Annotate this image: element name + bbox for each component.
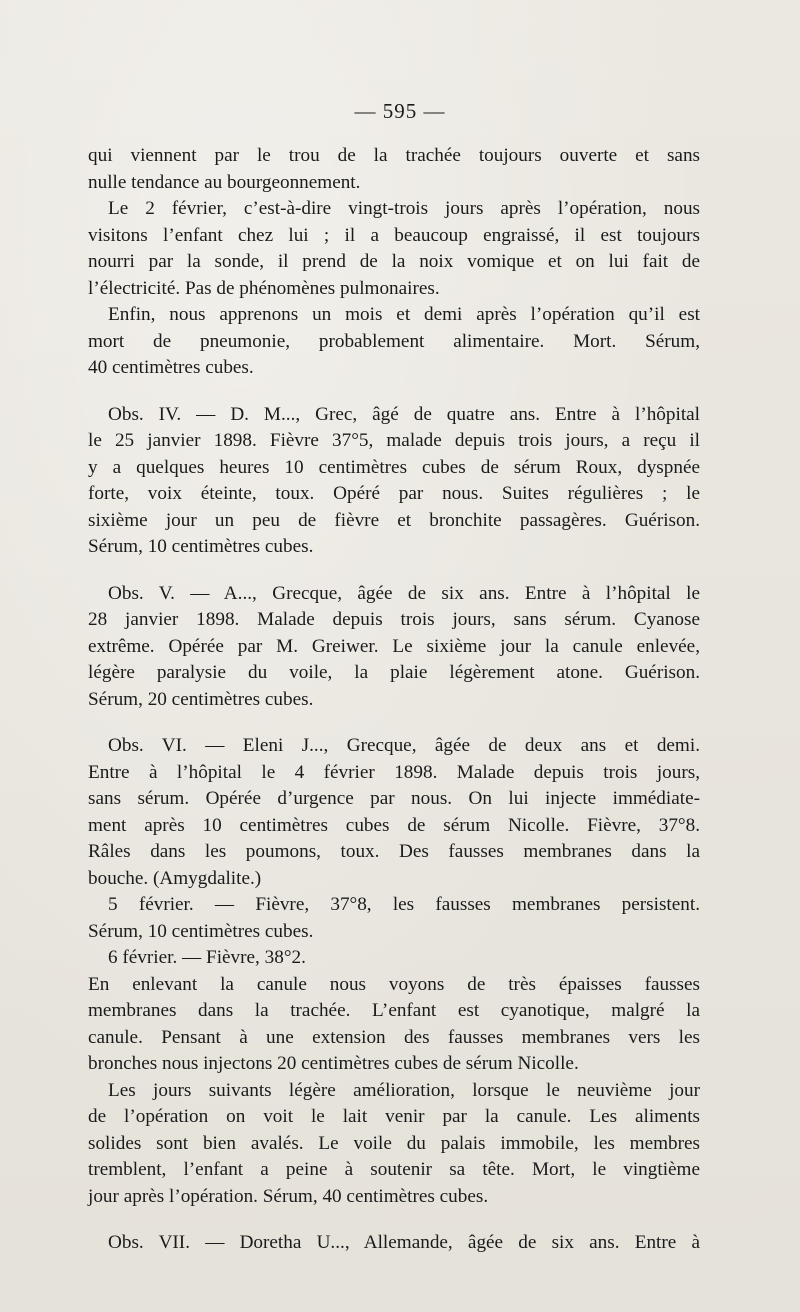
- text-line: visitons l’enfant chez lui ; il a beaucoup engraissé, il est toujours: [88, 224, 700, 246]
- paragraph: [88, 945, 700, 972]
- observation-vii: [88, 1230, 700, 1257]
- text-line: ment après 10 centimètres cubes de sérum Nicolle. Fièvre, 37°8.: [88, 814, 700, 836]
- text-line: Le 2 février, c’est-à-dire vingt-trois jours après l’opération, nous: [108, 198, 700, 219]
- text-line: bouche. (Amygdalite.): [88, 867, 262, 889]
- paragraph: [88, 972, 700, 1078]
- text-line: le 25 janvier 1898. Fièvre 37°5, malade depuis trois jours, a reçu il: [88, 430, 700, 451]
- text-line: forte, voix éteinte, toux. Opéré par nous. Suites régulières ; le: [88, 483, 700, 504]
- text-line: Râles dans les poumons, toux. Des fausses membranes dans la: [88, 841, 700, 862]
- text-line: Sérum, 10 centimètres cubes.: [88, 920, 314, 942]
- paragraph: [88, 143, 700, 196]
- text-line: 5 février. — Fièvre, 37°8, les fausses membranes persistent.: [108, 894, 700, 915]
- text-line: Obs. IV. — D. M..., Grec, âgé de quatre ans. Entre à l’hôpital: [108, 403, 700, 425]
- text-line: y a quelques heures 10 centimètres cubes de sérum Roux, dyspnée: [88, 456, 700, 478]
- paragraph: [88, 196, 700, 302]
- text-line: légère paralysie du voile, la plaie légèrement atone. Guérison.: [88, 662, 700, 683]
- observation-vi: [88, 733, 700, 892]
- text-line: mort de pneumonie, probablement alimentaire. Mort. Sérum,: [88, 330, 700, 352]
- text-line: canule. Pensant à une extension des fausses membranes vers les: [88, 1026, 700, 1048]
- paragraph: [88, 302, 700, 382]
- text-line: 28 janvier 1898. Malade depuis trois jours, sans sérum. Cyanose: [88, 609, 700, 630]
- text-line: Sérum, 10 centimètres cubes.: [88, 536, 314, 557]
- text-line: membranes dans la trachée. L’enfant est cyanotique, malgré la: [88, 1000, 700, 1021]
- text-line: 40 centimètres cubes.: [88, 357, 254, 378]
- text-line: Les jours suivants légère amélioration, lorsque le neuvième jour: [108, 1079, 700, 1101]
- paragraph: [88, 892, 700, 945]
- text-line: de l’opération on voit le lait venir par la canule. Les aliments: [88, 1106, 700, 1127]
- text-line: jour après l’opération. Sérum, 40 centimètres cubes.: [88, 1185, 489, 1207]
- text-line: nulle tendance au bourgeonnement.: [88, 171, 361, 193]
- text-line: Obs. V. — A..., Grecque, âgée de six ans. Entre à l’hôpital le: [108, 582, 700, 604]
- text-line: Entre à l’hôpital le 4 février 1898. Malade depuis trois jours,: [88, 761, 700, 783]
- text-line: bronches nous injectons 20 centimètres cubes de sérum Nicolle.: [88, 1053, 579, 1074]
- body-text: [88, 143, 700, 1257]
- text-line: solides sont bien avalés. Le voile du palais immobile, les membres: [88, 1132, 700, 1154]
- text-line: sixième jour un peu de fièvre et bronchite passagères. Guérison.: [88, 509, 700, 531]
- text-line: Obs. VII. — Doretha U..., Allemande, âgée de six ans. Entre à: [108, 1232, 700, 1253]
- text-line: En enlevant la canule nous voyons de très épaisses fausses: [88, 973, 700, 995]
- text-line: Enfin, nous apprenons un mois et demi après l’opération qu’il est: [108, 304, 700, 325]
- observation-iv: [88, 402, 700, 561]
- text-line: l’électricité. Pas de phénomènes pulmonaires.: [88, 277, 440, 299]
- paragraph: [88, 1078, 700, 1211]
- page-number: — 595 —: [354, 99, 446, 123]
- text-line: sans sérum. Opérée d’urgence par nous. On lui injecte immédiate-: [88, 788, 700, 809]
- observation-v: [88, 581, 700, 714]
- text-line: extrême. Opérée par M. Greiwer. Le sixième jour la canule enlevée,: [88, 635, 700, 657]
- text-line: 6 février. — Fièvre, 38°2.: [108, 947, 306, 968]
- text-line: qui viennent par le trou de la trachée toujours ouverte et sans: [88, 145, 700, 166]
- text-line: tremblent, l’enfant a peine à soutenir sa tête. Mort, le vingtième: [88, 1159, 700, 1180]
- text-line: Obs. VI. — Eleni J..., Grecque, âgée de deux ans et demi.: [108, 735, 700, 756]
- text-line: nourri par la sonde, il prend de la noix vomique et on lui fait de: [88, 251, 700, 272]
- text-line: Sérum, 20 centimètres cubes.: [88, 688, 314, 710]
